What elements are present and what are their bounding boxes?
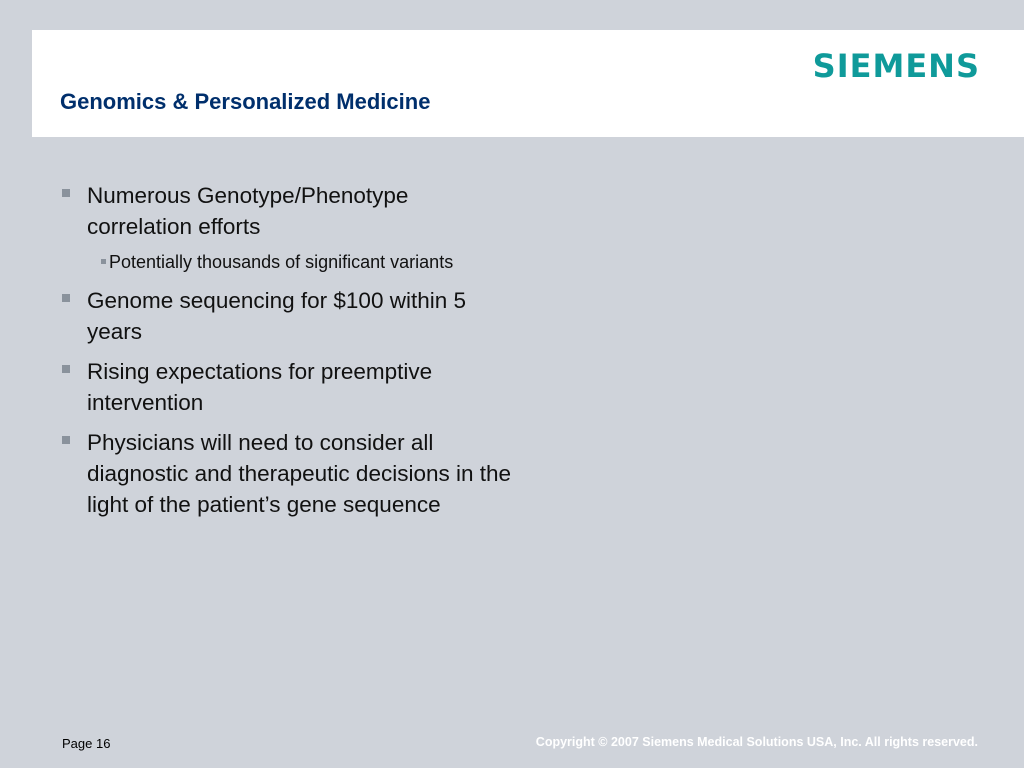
bullet-item — [62, 285, 512, 347]
square-bullet-icon — [62, 189, 70, 197]
square-bullet-icon — [62, 436, 70, 444]
sub-bullet-text: Potentially thousands of significant variants — [109, 252, 454, 272]
sub-bullet-item — [101, 249, 479, 276]
bullet-text: Numerous Genotype/Phenotype correlation efforts — [87, 183, 409, 239]
siemens-logo: SIEMENS — [812, 47, 980, 85]
small-square-bullet-icon — [101, 259, 106, 264]
bullet-item — [62, 427, 512, 520]
bullet-text: Rising expectations for preemptive intervention — [87, 359, 433, 415]
slide-title: Genomics & Personalized Medicine — [60, 89, 431, 114]
page-number: Page 16 — [62, 736, 111, 751]
square-bullet-icon — [62, 365, 70, 373]
copyright-notice: Copyright © 2007 Siemens Medical Solutions USA, Inc. All rights reserved. — [535, 735, 978, 749]
bullet-list — [62, 180, 512, 520]
bullet-text: Genome sequencing for $100 within 5 years — [87, 288, 466, 344]
bullet-text: Physicians will need to consider all diagnostic and therapeutic decisions in the light of the patient’s gene sequence — [87, 430, 512, 517]
square-bullet-icon — [62, 294, 70, 302]
header-band — [32, 30, 1024, 137]
bullet-item — [62, 180, 512, 276]
bullet-item — [62, 356, 512, 418]
slide-content — [62, 180, 512, 529]
sub-bullet-list — [101, 249, 512, 276]
